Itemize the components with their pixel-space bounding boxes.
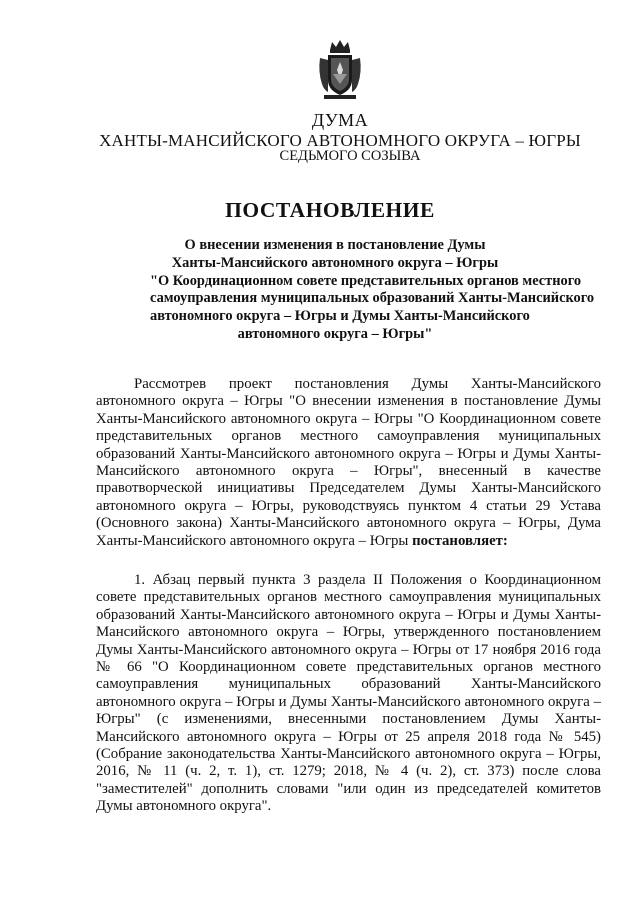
subject-line: Ханты-Мансийского автономного округа – Югры <box>171 254 499 271</box>
resolves-word: постановляет: <box>412 532 508 549</box>
subject-line: О внесении изменения в постановление Думы <box>184 237 486 253</box>
item-1-paragraph: 1. Абзац первый пункта 3 раздела II Положения о Координационном совете представительных органов местного самоуправления муниципальных образований Ханты-Мансийского автономного округа – Югры и Думы Ханты-Мансийского автономного округа – Югры, утвержденного постановлением Думы Ханты-Мансийского автономного округа – Югры от 17 ноября 2016 года № 66 "О Координационном совете представительных органов местного самоуправления муниципальных образований Ханты-Мансийского автономного округа – Югры и Думы Ханты-Мансийского автономного округа – Югры" (с изменениями, внесенными постановлением Думы Ханты-Мансийского автономного округа – Югры от 25 апреля 2018 года № 545) (Собрание законодательства Ханты-Мансийского автономного округа – Югры, 2016, № 11 (ч. 2, т. 1), ст. 1279; 2018, № 4 (ч. 2), ст. 373) после слова "заместителей" дополнить словами "или один из председателей комитетов Думы автономного округа". <box>96 572 601 815</box>
subject-line: автономного округа – Югры и Думы Ханты-Мансийского <box>150 308 530 325</box>
subject-line: самоуправления муниципальных образований Ханты-Мансийского <box>150 290 595 307</box>
duma-title: ДУМА <box>311 110 369 130</box>
okrug-name: ХАНТЫ-МАНСИЙСКОГО АВТОНОМНОГО ОКРУГА – ЮГРЫ <box>99 131 581 150</box>
subject-line: автономного округа – Югры" <box>237 325 433 342</box>
convocation-line: СЕДЬМОГО СОЗЫВА <box>279 148 421 164</box>
document-subject <box>150 237 595 344</box>
preamble-text: Рассмотрев проект постановления Думы Ханты-Мансийского автономного округа – Югры "О внесении изменения в постановление Думы Ханты-Мансийского автономного округа – Югры "О Координационном совете представительных органов местного самоуправления муниципальных образований Ханты-Мансийского автономного округа – Югры и Думы Ханты-Мансийского автономного округа – Югры", внесенный в качестве правотворческой инициативы Председателем Думы Ханты-Мансийского автономного округа – Югры, руководствуясь пунктом 4 статьи 29 Устава (Основного закона) Ханты-Мансийского автономного округа – Югры, Дума Ханты-Мансийского автономного округа – Югры <box>96 376 601 549</box>
subject-line: "О Координационном совете представительных органов местного <box>150 272 582 289</box>
document-type-heading: ПОСТАНОВЛЕНИЕ <box>225 198 435 222</box>
preamble-paragraph <box>96 376 601 550</box>
coat-of-arms-emblem <box>318 38 362 102</box>
